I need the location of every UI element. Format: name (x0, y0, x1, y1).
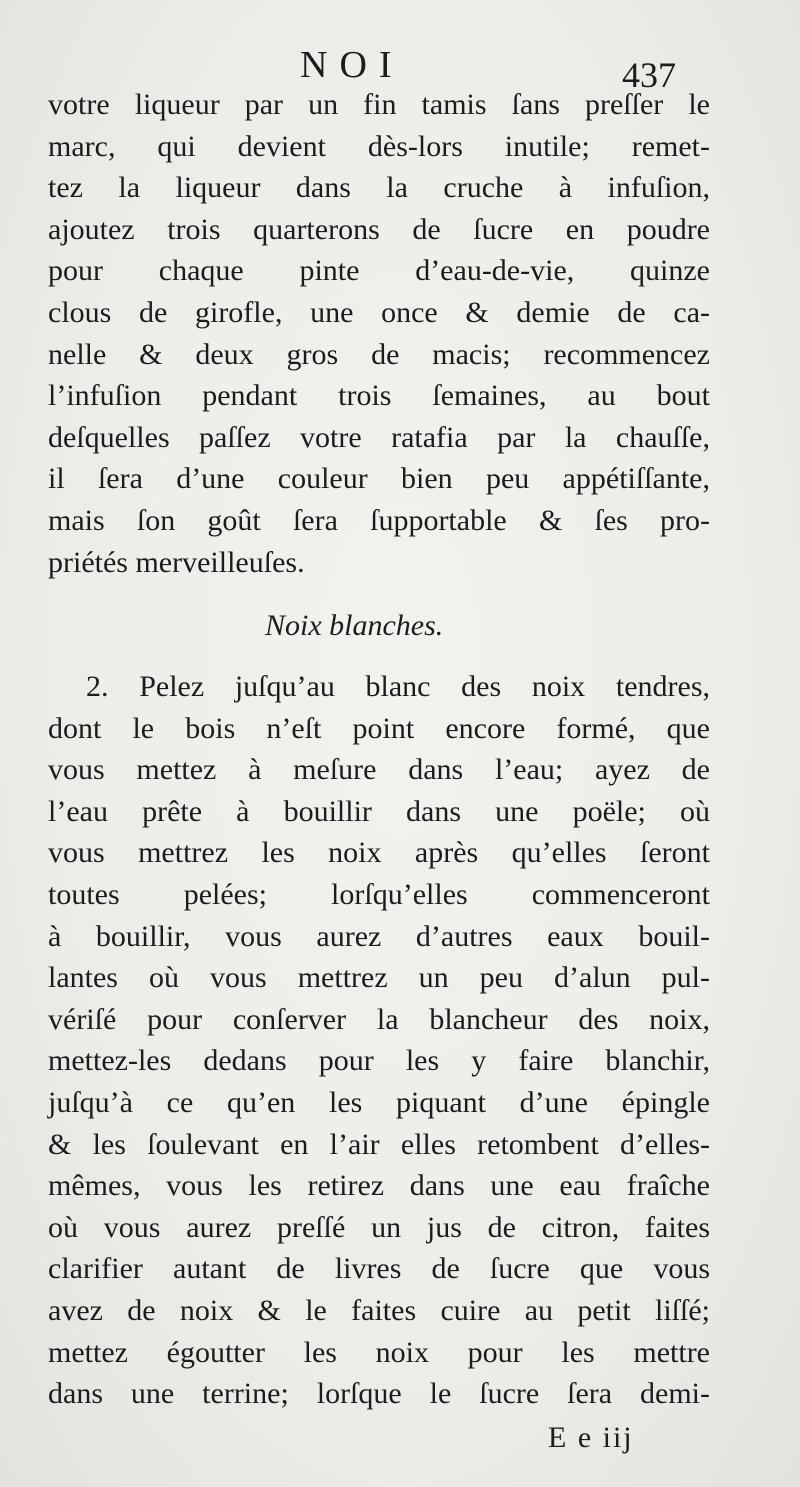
text-line: votre liqueur par un fin tamis ſans preſſer le (48, 88, 710, 121)
text-line: & les ſoulevant en l’air elles retombent d’elles- (48, 1127, 710, 1161)
text-line: 2. Pelez juſqu’au blanc des noix tendres, (86, 670, 710, 703)
paragraph-recipe-2 (48, 666, 710, 1415)
text-line: marc, qui devient dès-lors inutile; remet- (48, 129, 710, 163)
text-line: juſqu’à ce qu’en les piquant d’une épingle (48, 1085, 710, 1119)
running-title: NOI (300, 44, 404, 86)
text-line: dont le bois n’eſt point encore formé, que (48, 711, 710, 745)
text-line: lantes où vous mettrez un peu d’alun pul- (48, 961, 710, 995)
text-line: à bouillir, vous aurez d’autres eaux bouil- (48, 919, 710, 953)
text-line: dans une terrine; lorſque le ſucre ſera demi- (48, 1377, 710, 1411)
text-line: clarifier autant de livres de ſucre que vous (48, 1252, 710, 1286)
text-line: clous de girofle, une once & demie de ca- (48, 295, 710, 329)
text-line: mettez égoutter les noix pour les mettre (48, 1335, 710, 1369)
section-heading: Noix blanches. (265, 609, 444, 642)
text-line: ajoutez trois quarterons de ſucre en poudre (48, 212, 710, 246)
text-line: avez de noix & le faites cuire au petit liſſé; (48, 1293, 710, 1327)
text-line: l’infuſion pendant trois ſemaines, au bout (48, 379, 710, 413)
text-line: vériſé pour conſerver la blancheur des noix, (48, 1002, 710, 1036)
page-number: 437 (622, 55, 676, 95)
paragraph-continued (48, 84, 710, 583)
text-line: vous mettez à meſure dans l’eau; ayez de (48, 753, 710, 787)
text-line: pour chaque pinte d’eau-de-vie, quinze (48, 254, 710, 288)
text-line: nelle & deux gros de macis; recommencez (48, 337, 710, 371)
text-line: deſquelles paſſez votre ratafia par la chauſſe, (48, 420, 710, 454)
text-line: mettez-les dedans pour les y faire blanchir, (48, 1044, 710, 1078)
text-line: mais ſon goût ſera ſupportable & ſes pro- (48, 503, 710, 537)
signature-mark: E e iij (548, 1421, 634, 1454)
text-line: il ſera d’une couleur bien peu appétiſſante, (48, 462, 710, 496)
text-line: vous mettrez les noix après qu’elles ſeront (48, 836, 710, 870)
text-line: toutes pelées; lorſqu’elles commenceront (48, 877, 710, 911)
text-line: mêmes, vous les retirez dans une eau fraîche (48, 1169, 710, 1203)
text-line: où vous aurez preſſé un jus de citron, faites (48, 1210, 710, 1244)
text-line: tez la liqueur dans la cruche à infuſion, (48, 171, 710, 205)
text-line: l’eau prête à bouillir dans une poële; où (48, 794, 710, 828)
text-line: priétés merveilleuſes. (48, 545, 305, 579)
